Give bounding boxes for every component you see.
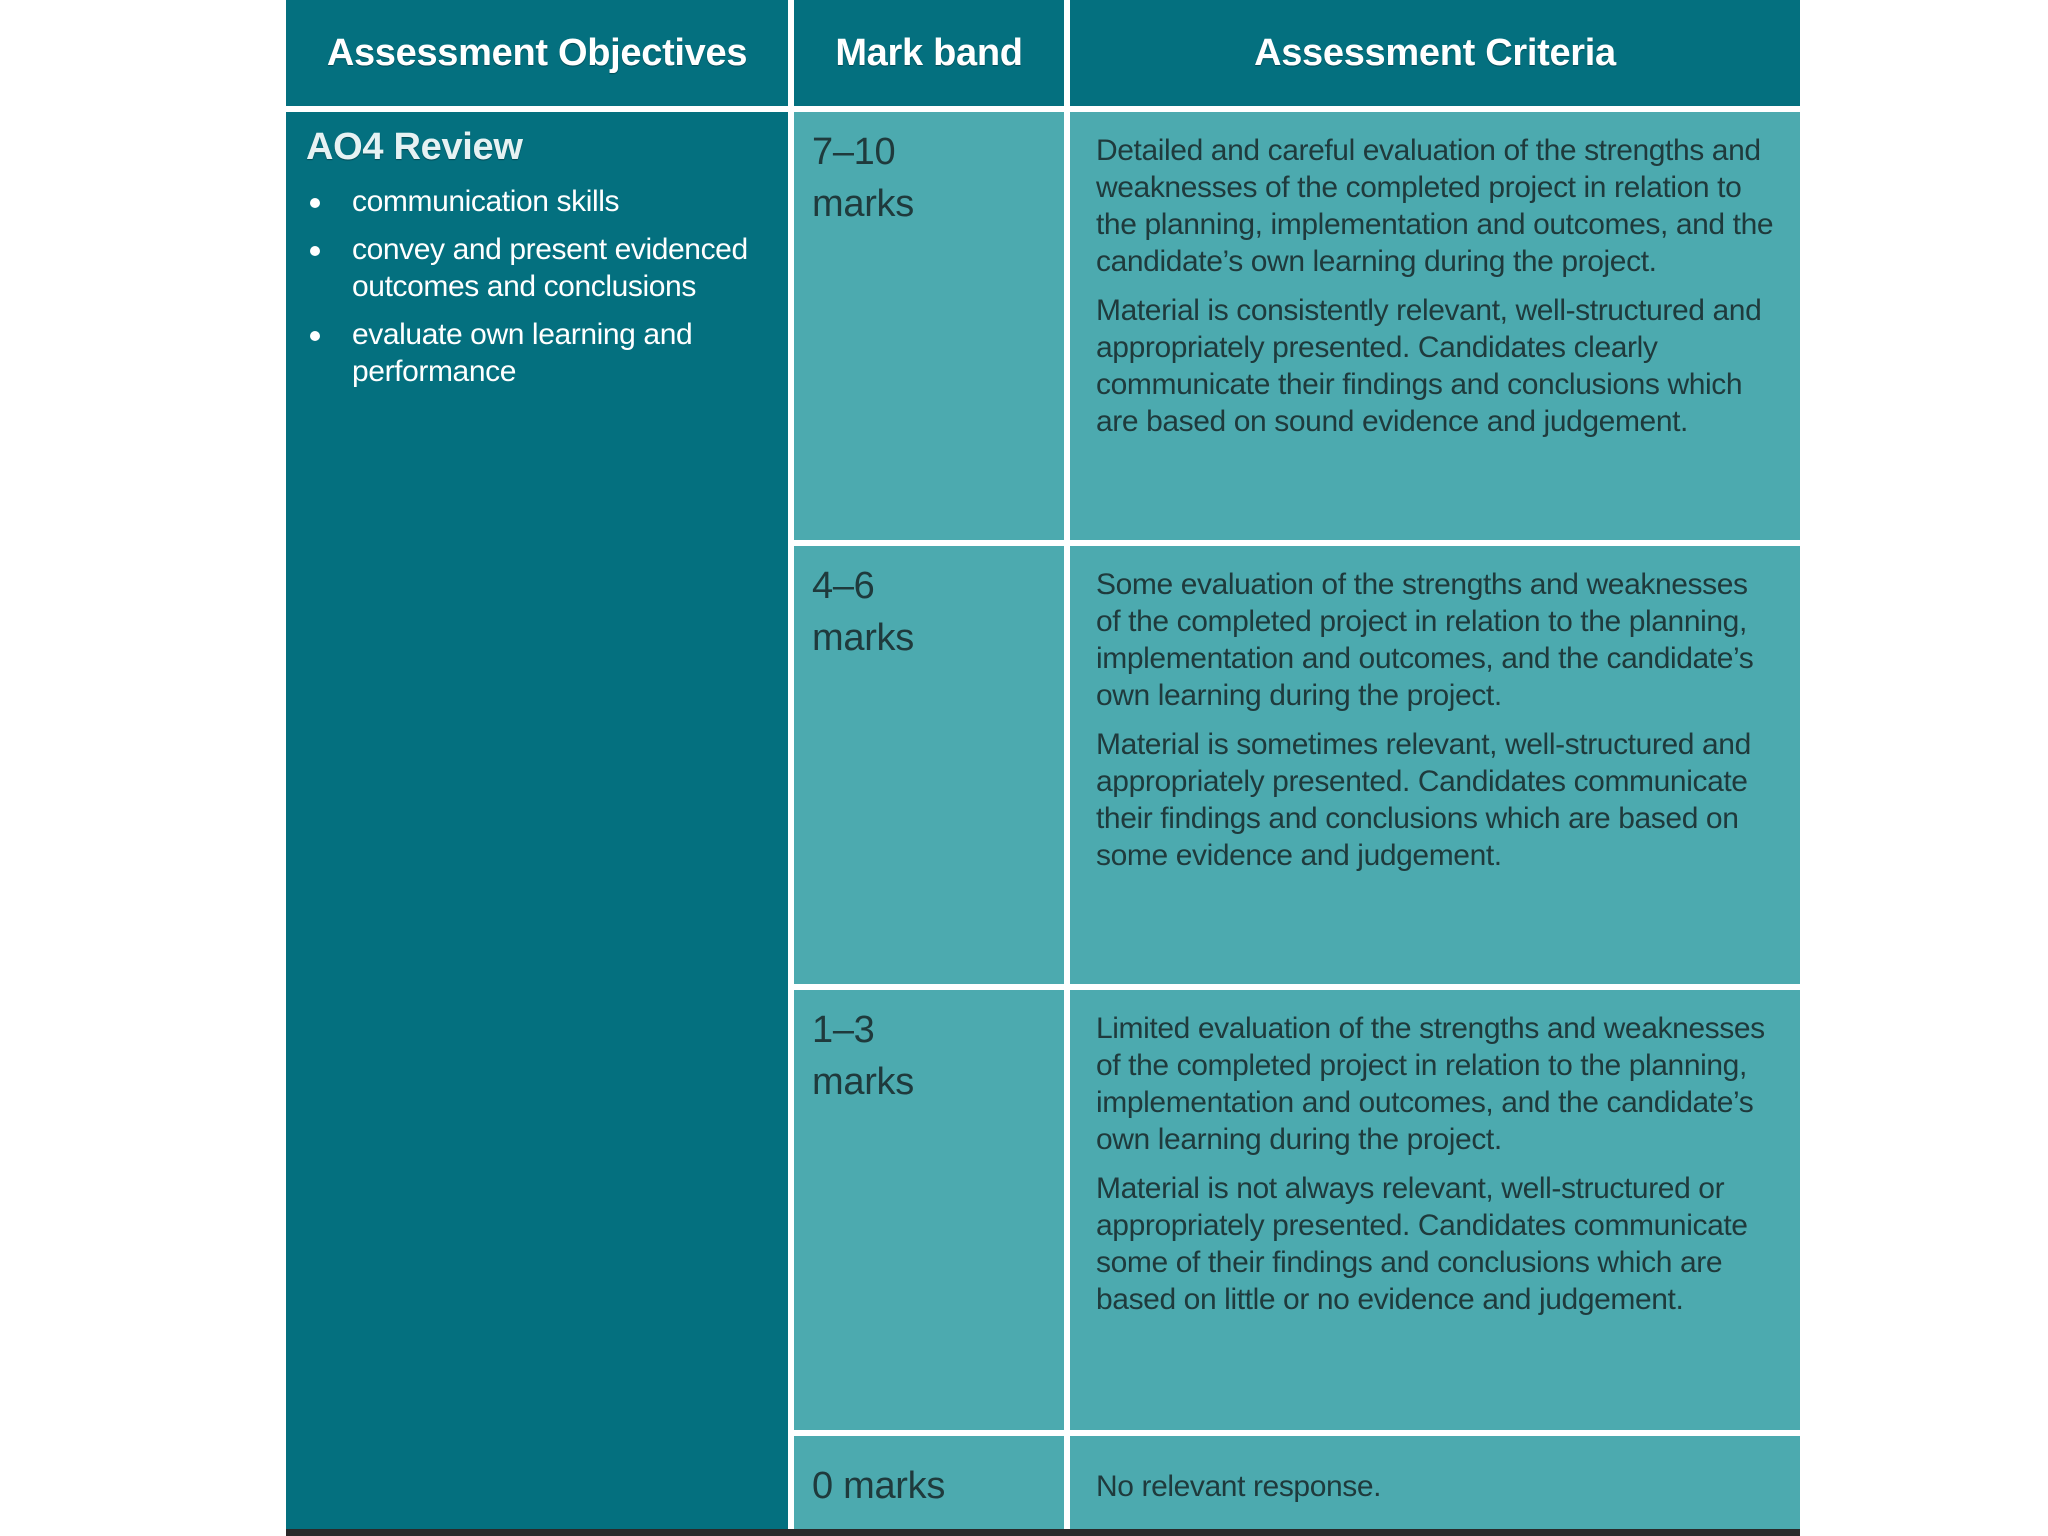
- objective-bullet: [304, 231, 770, 305]
- mark-band-1-3: [794, 990, 1064, 1430]
- mark-band-7-10: [794, 112, 1064, 540]
- criteria-0: [1070, 1436, 1800, 1536]
- bottom-rule: [286, 1529, 1800, 1536]
- header-assessment-objectives: Assessment Objectives: [286, 0, 788, 106]
- bullet-dot-icon: [310, 331, 320, 341]
- objective-bullet: [304, 183, 770, 220]
- criteria-7-10: [1070, 112, 1800, 540]
- mark-band-4-6: [794, 546, 1064, 984]
- objective-bullet-text: communication skills: [352, 185, 620, 218]
- objective-bullet-text: convey and present evidenced outcomes and conclusions: [352, 233, 748, 303]
- criteria-paragraph: Limited evaluation of the strengths and weaknesses of the completed project in relation to the planning, implementation and outcomes, and the candidate’s own learning during the project.: [1096, 1012, 1765, 1156]
- bullet-dot-icon: [310, 246, 320, 256]
- bullet-dot-icon: [310, 198, 320, 208]
- criteria-4-6: [1070, 546, 1800, 984]
- header-mark-band: Mark band: [794, 0, 1064, 106]
- mark-band-range: 7–10: [812, 131, 896, 173]
- objective-bullet-text: evaluate own learning and performance: [352, 318, 693, 388]
- mark-band-label: 0 marks: [812, 1465, 946, 1507]
- mark-band-unit: marks: [812, 1061, 914, 1103]
- mark-scheme-table: [286, 0, 1800, 1536]
- mark-band-unit: marks: [812, 183, 914, 225]
- criteria-paragraph: No relevant response.: [1096, 1469, 1382, 1503]
- criteria-paragraph: Detailed and careful evaluation of the strengths and weaknesses of the completed project in relation to the planning, implementation and outcomes, and the candidate’s own learning during the project.: [1096, 134, 1774, 278]
- criteria-1-3: [1070, 990, 1800, 1430]
- objective-title: AO4 Review: [306, 126, 523, 168]
- criteria-paragraph: Some evaluation of the strengths and weaknesses of the completed project in relation to the planning, implementation and outcomes, and the candidate’s own learning during the project.: [1096, 568, 1754, 712]
- objective-bullet: [304, 316, 770, 390]
- criteria-paragraph: Material is not always relevant, well-structured or appropriately presented. Candidates communicate some of their findings and conclusions which are based on little or no evidence and judgement.: [1096, 1172, 1748, 1316]
- objective-bullet-list: [304, 183, 770, 390]
- criteria-paragraph: Material is consistently relevant, well-structured and appropriately presented. Candidates clearly communicate their findings and conclusions which are based on sound evidence and judgement.: [1096, 294, 1762, 438]
- mark-band-range: 1–3: [812, 1009, 875, 1051]
- mark-band-0: [794, 1436, 1064, 1536]
- header-assessment-criteria: Assessment Criteria: [1070, 0, 1800, 106]
- mark-band-range: 4–6: [812, 565, 875, 607]
- objective-cell: [286, 112, 788, 1536]
- criteria-paragraph: Material is sometimes relevant, well-structured and appropriately presented. Candidates communicate their findings and conclusions which are based on some evidence and judgement.: [1096, 728, 1751, 872]
- mark-band-unit: marks: [812, 617, 914, 659]
